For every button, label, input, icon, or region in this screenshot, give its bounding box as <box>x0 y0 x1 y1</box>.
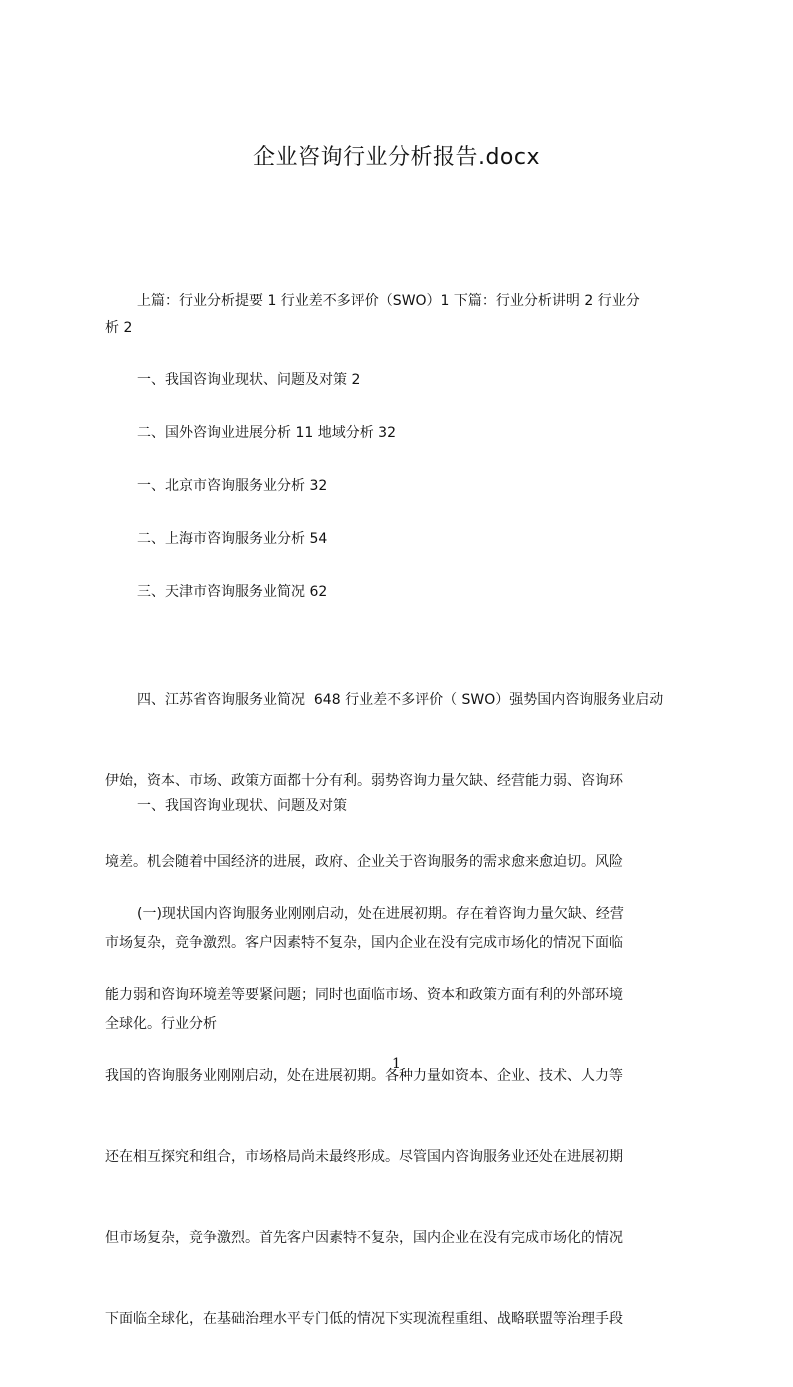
toc-item: 三、天津市咨询服务业简况 62 <box>137 584 328 600</box>
toc-intro-line-1: 上篇：行业分析提要 1 行业差不多评价（SWO）1 下篇：行业分析讲明 2 行业分 <box>137 293 640 309</box>
paragraph-line: 能力弱和咨询环境差等要紧问题；同时也面临市场、资本和政策方面有利的外部环境 <box>105 987 623 1003</box>
document-title: 企业咨询行业分析报告.docx <box>252 145 541 170</box>
paragraph-line: 下面临全球化，在基础治理水平专门低的情况下实现流程重组、战略联盟等治理手段 <box>105 1311 623 1327</box>
paragraph-line: 市场复杂，竞争激烈。客户因素特不复杂，国内企业在没有完成市场化的情况下面临 <box>105 935 623 951</box>
toc-item: 一、北京市咨询服务业分析 32 <box>137 478 328 494</box>
paragraph-line: 我国的咨询服务业刚刚启动，处在进展初期。各种力量如资本、企业、技术、人力等 <box>105 1068 623 1084</box>
paragraph-line: 全球化。行业分析 <box>105 1016 217 1032</box>
toc-item: 二、上海市咨询服务业分析 54 <box>137 531 328 547</box>
section-heading: 一、我国咨询业现状、问题及对策 <box>137 798 347 814</box>
paragraph-line: 境差。机会随着中国经济的进展，政府、企业关于咨询服务的需求愈来愈迫切。风险 <box>105 854 623 870</box>
toc-item: 一、我国咨询业现状、问题及对策 2 <box>137 372 361 388</box>
paragraph-line: 还在相互探究和组合，市场格局尚未最终形成。尽管国内咨询服务业还处在进展初期 <box>105 1149 623 1165</box>
paragraph-line: (一)现状国内咨询服务业刚刚启动，处在进展初期。存在着咨询力量欠缺、经营 <box>137 906 624 922</box>
paragraph-line: 但市场复杂，竞争激烈。首先客户因素特不复杂，国内企业在没有完成市场化的情况 <box>105 1230 623 1246</box>
toc-item: 二、国外咨询业进展分析 11 地域分析 32 <box>137 425 396 441</box>
paragraph-line: 四、江苏省咨询服务业简况 648 行业差不多评价（ SWO）强势国内咨询服务业启动 <box>137 692 664 708</box>
body-paragraph <box>105 847 695 1387</box>
toc-intro-line-2: 析 2 <box>105 320 133 336</box>
paragraph-line: 伊始，资本、市场、政策方面都十分有利。弱势咨询力量欠缺、经营能力弱、咨询环 <box>105 773 623 789</box>
toc-intro <box>105 288 695 342</box>
page-number: 1 <box>392 1056 401 1072</box>
